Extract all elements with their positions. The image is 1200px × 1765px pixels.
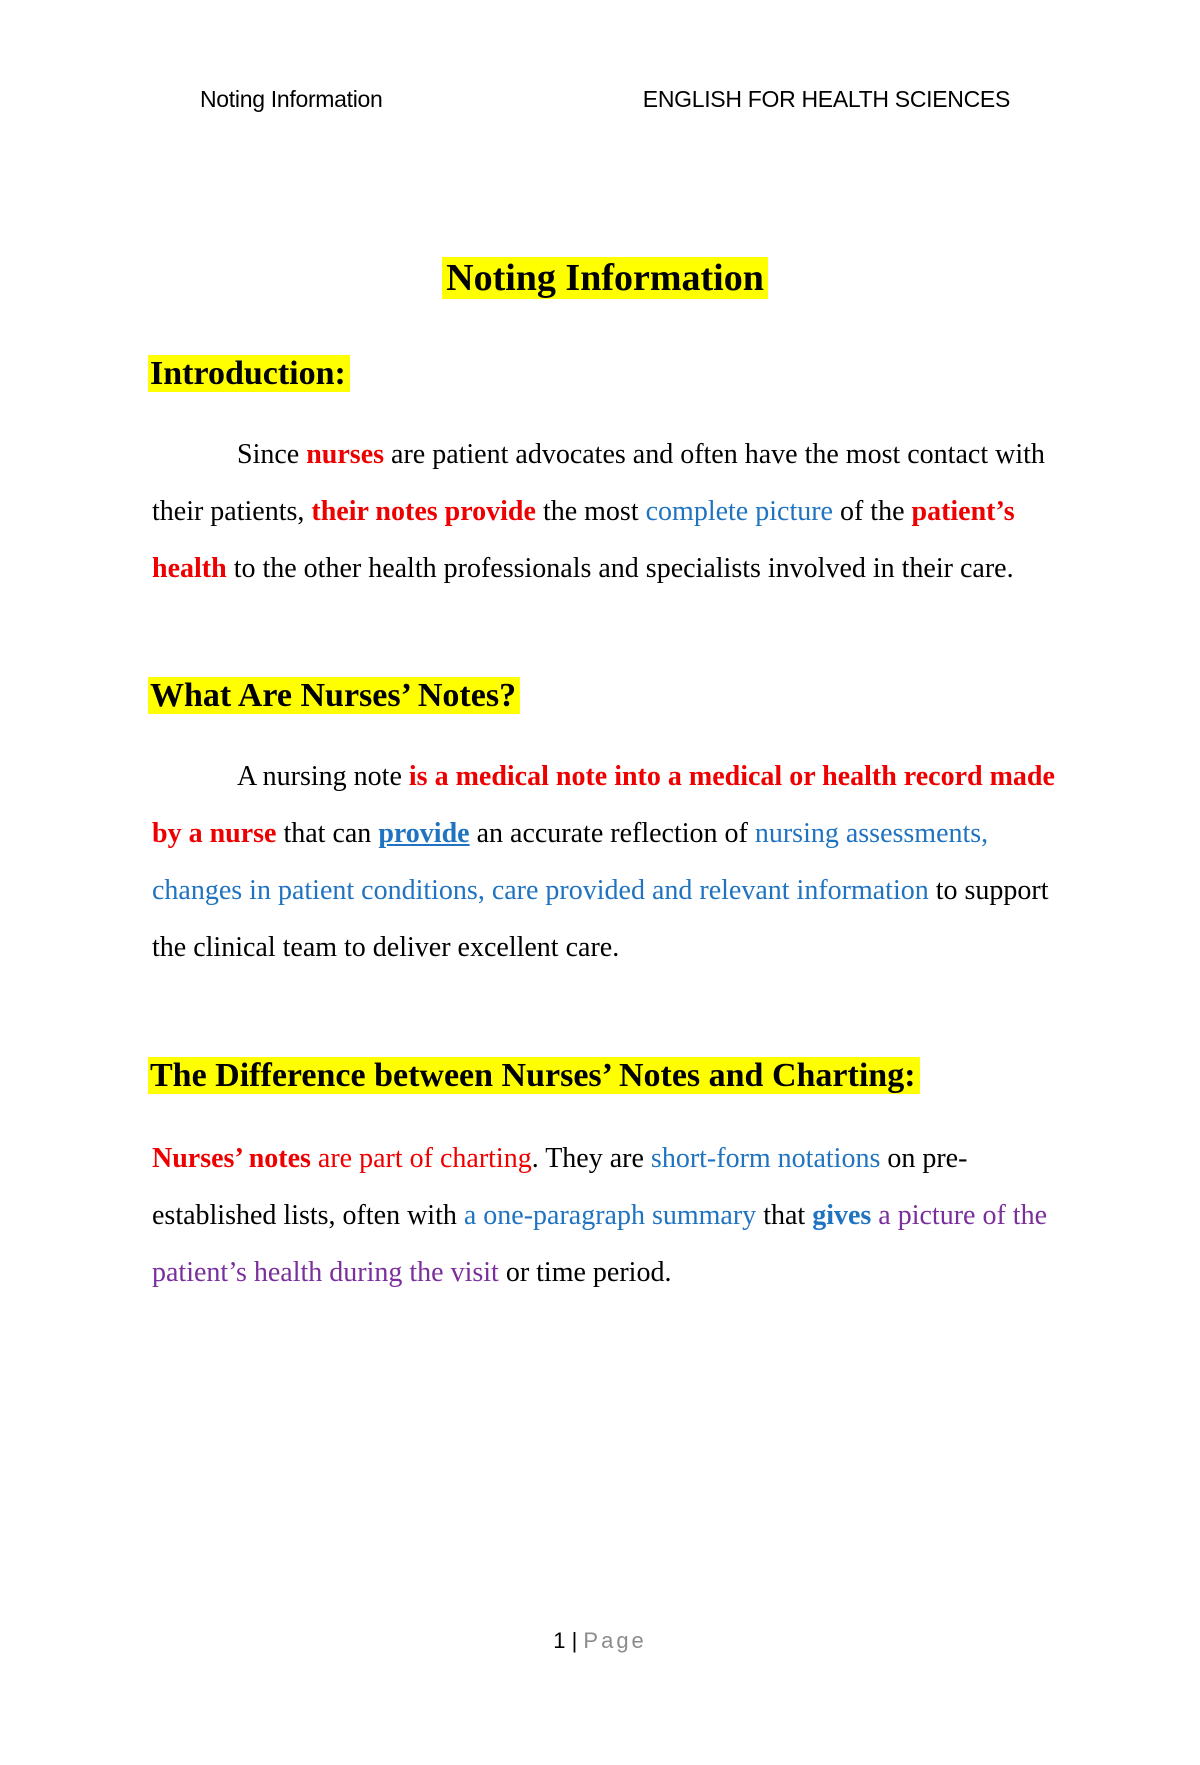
emphasis-gives: gives	[812, 1200, 872, 1231]
page-label: Page	[583, 1628, 647, 1653]
emphasis-definition: is a medical note into a medical or health record made by a nurse	[152, 761, 1055, 849]
section-heading-introduction: Introduction:	[150, 352, 350, 396]
emphasis-complete-picture: complete picture	[645, 496, 833, 527]
emphasis-nurses: nurses	[306, 439, 385, 470]
emphasis-nurses-notes: Nurses’ notes	[152, 1143, 311, 1174]
emphasis-short-form-notations: short-form notations	[650, 1143, 881, 1174]
header-left-title: Noting Information	[200, 86, 383, 112]
definition-paragraph: A nursing note is a medical note into a medical or health record made by a nurse that can provide an accurate reflection of nursing assessments, changes in patient conditions, care provided and relevant information to support the clinical team to deliver excellent care.	[152, 761, 1055, 963]
section-heading-what-are-nurses-notes: What Are Nurses’ Notes?	[150, 674, 520, 718]
emphasis-picture-during-visit: a picture of the patient’s health during the visit	[152, 1200, 1047, 1288]
page-number: 1	[553, 1628, 566, 1653]
introduction-paragraph: Since nurses are patient advocates and often have the most contact with their patients, their notes provide the most complete picture of the patient’s health to the other health professionals and specialists involved in their care.	[152, 439, 1045, 584]
emphasis-assessments-list: nursing assessments, changes in patient conditions, care provided and relevant information	[152, 818, 989, 906]
page-separator: |	[571, 1628, 578, 1653]
emphasis-their-notes-provide: their notes provide	[311, 496, 536, 527]
emphasis-provide-underlined: provide	[378, 818, 470, 849]
emphasis-one-paragraph-summary: a one-paragraph summary	[463, 1200, 757, 1231]
page-title-text: Noting Information	[442, 257, 768, 299]
emphasis-part-of-charting: are part of charting	[310, 1143, 532, 1174]
page-footer	[0, 1628, 1200, 1654]
emphasis-patients-health: patient’s health	[152, 496, 1015, 584]
page-title	[0, 252, 1200, 304]
header-right-course: ENGLISH FOR HEALTH SCIENCES	[642, 86, 1010, 112]
running-header	[200, 86, 1010, 113]
section-heading-difference: The Difference between Nurses’ Notes and Charting:	[150, 1054, 920, 1098]
difference-paragraph: Nurses’ notes are part of charting. They are short-form notations on pre-established lists, often with a one-paragraph summary that gives a picture of the patient’s health during the visit or time period.	[152, 1143, 1047, 1288]
